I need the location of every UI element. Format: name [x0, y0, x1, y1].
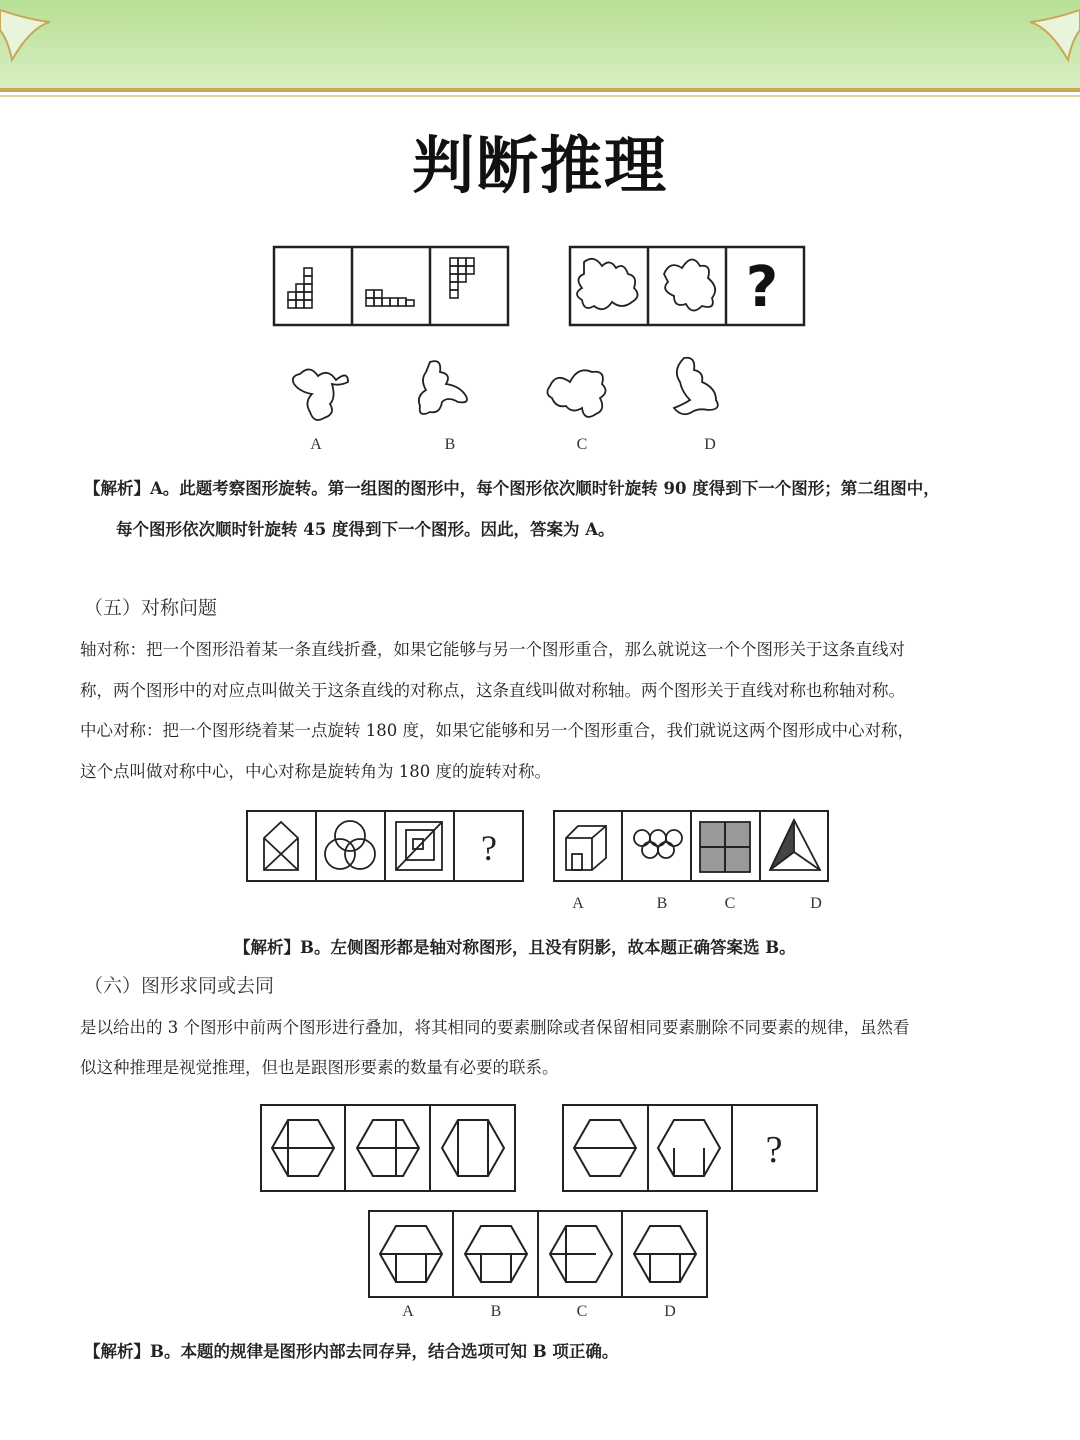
block-stack-figure	[288, 268, 312, 308]
option-c-hatched-square	[700, 822, 750, 872]
option-label-c: C	[576, 436, 588, 453]
house-cross-shape	[264, 822, 298, 870]
blob-shape-1	[577, 259, 638, 309]
symmetry-para-line2: 称，两个图形中的对应点叫做关于这条直线的对称点，这条直线叫做对称轴。两个图形关于直线对称也称轴对称。	[80, 681, 905, 700]
option-label-c: C	[576, 1303, 588, 1320]
analysis-symmetry: 【解析】B。左侧图形都是轴对称图形，且没有阴影，故本题正确答案选 B。	[234, 938, 796, 957]
option-c-shape	[547, 370, 605, 417]
block-column-figure	[450, 258, 474, 298]
same-diff-para-line2: 似这种推理是视觉推理，但也是跟图形要素的数量有必要的联系。	[80, 1058, 559, 1077]
symmetry-question-figure	[244, 808, 834, 918]
section-heading-symmetry: （五）对称问题	[84, 597, 218, 619]
blob-shape-2	[664, 259, 715, 310]
analysis-rotation-line2: 每个图形依次顺时针旋转 45 度得到下一个图形。因此，答案为 A。	[116, 520, 615, 539]
option-b-rings-shape	[634, 830, 682, 858]
option-label-a: A	[402, 1303, 414, 1320]
option-d-triangle-shape	[770, 820, 820, 870]
header-banner	[0, 0, 1080, 100]
option-a-shape	[293, 369, 348, 420]
option-d-shape	[674, 358, 718, 415]
same-diff-question-figure	[258, 1102, 822, 1198]
symmetry-para-line4: 这个点叫做对称中心，中心对称是旋转角为 180 度的旋转对称。	[80, 762, 551, 781]
symmetry-para-line1: 轴对称：把一个图形沿着某一条直线折叠，如果它能够与另一个图形重合，那么就说这一个个图形关于这条直线对	[80, 640, 905, 659]
option-label-b: B	[490, 1303, 502, 1320]
square-diagonal-shape	[396, 822, 442, 870]
option-label-b: B	[444, 436, 456, 453]
block-row-figure	[366, 290, 414, 306]
same-diff-para-line1: 是以给出的 3 个图形中前两个图形进行叠加，将其相同的要素删除或者保留相同要素删除不同要素的规律，虽然看	[80, 1018, 910, 1037]
rotation-question-figure	[272, 244, 808, 328]
option-label-c: C	[724, 895, 736, 912]
option-label-d: D	[704, 436, 716, 453]
option-b-shape	[419, 361, 467, 414]
same-diff-options-figure	[366, 1208, 712, 1326]
option-a-house-shape	[566, 826, 606, 870]
question-mark: ?	[765, 1129, 783, 1171]
analysis-rotation-line1: 【解析】A。此题考察图形旋转。第一组图的图形中，每个图形依次顺时针旋转 90 度得到下一个图形；第二组图中，	[84, 479, 940, 498]
rotation-options-figure	[270, 352, 750, 456]
option-label-a: A	[310, 436, 322, 453]
option-label-b: B	[656, 895, 668, 912]
three-circles-shape	[325, 821, 375, 869]
option-label-a: A	[572, 895, 584, 912]
question-mark: ?	[745, 255, 779, 320]
symmetry-para-line3: 中心对称：把一个图形绕着某一点旋转 180 度，如果它能够和另一个图形重合，我们就说这两个图形成中心对称，	[80, 721, 914, 740]
option-label-d: D	[664, 1303, 676, 1320]
section-heading-same-diff: （六）图形求同或去同	[84, 975, 275, 997]
question-mark: ?	[481, 828, 497, 868]
option-label-d: D	[810, 895, 822, 912]
analysis-same-diff: 【解析】B。本题的规律是图形内部去同存异，结合选项可知 B 项正确。	[84, 1342, 619, 1361]
page-title: 判断推理	[411, 129, 668, 202]
